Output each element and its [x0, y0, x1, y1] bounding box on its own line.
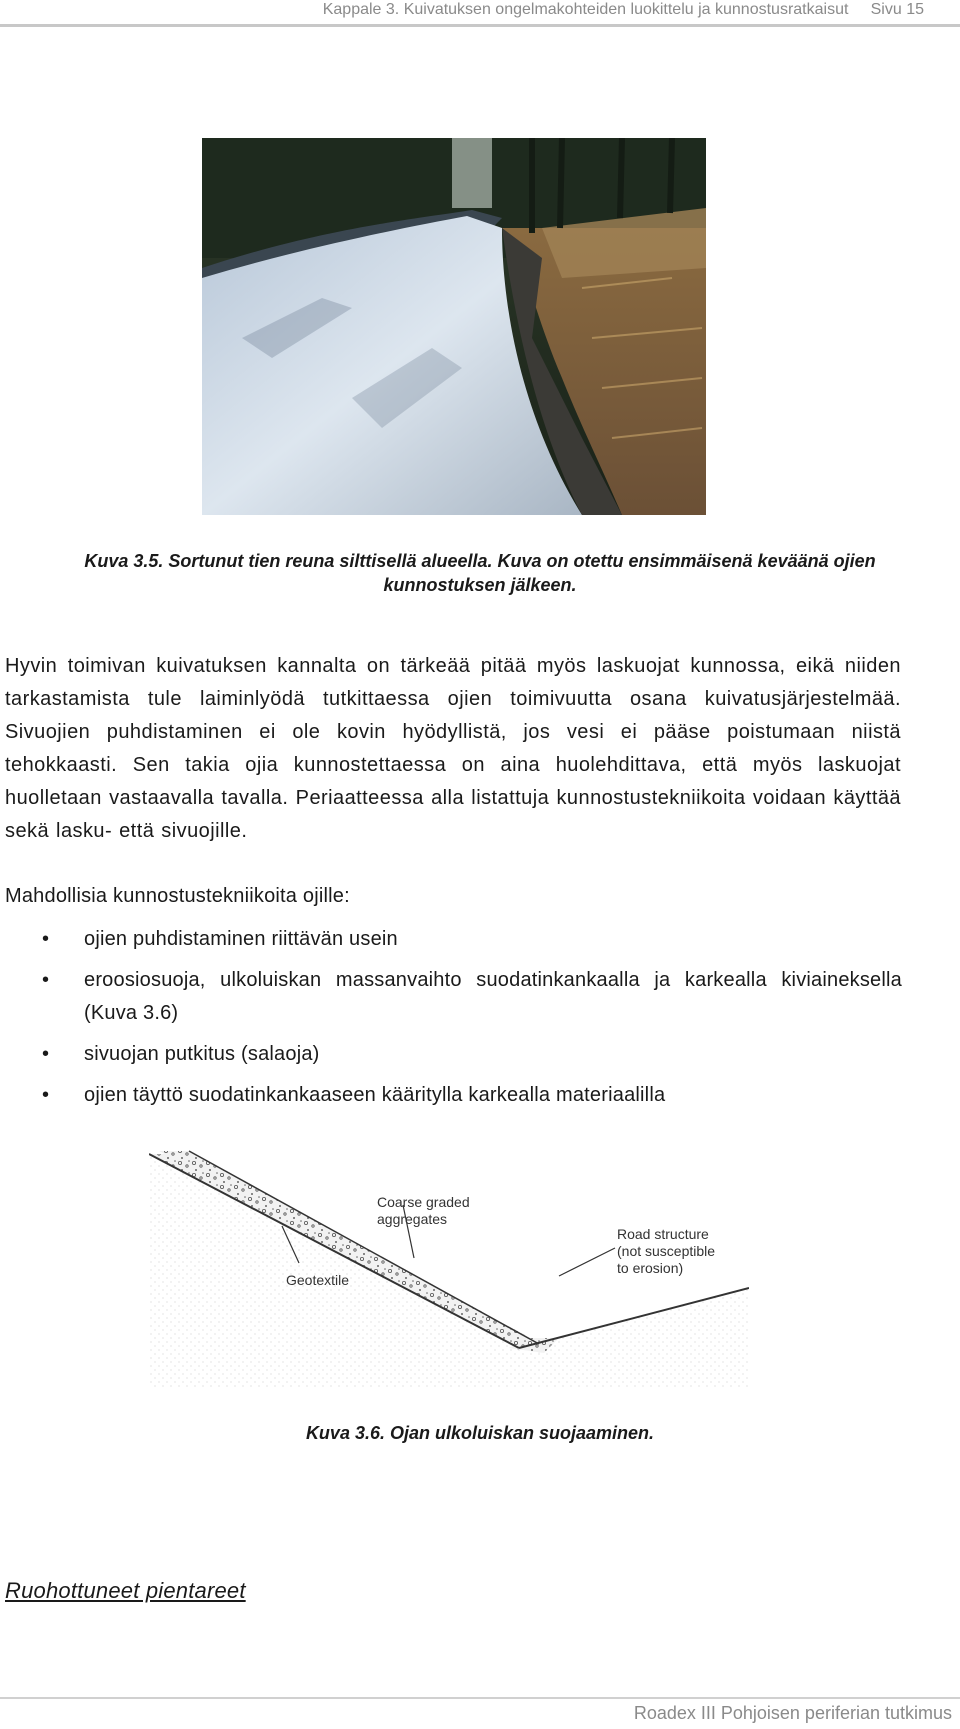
page-header: [0, 0, 960, 27]
footer-text: Roadex III Pohjoisen periferian tutkimus: [633, 1703, 952, 1723]
body-paragraph: Hyvin toimivan kuivatuksen kannalta on tärkeää pitää myös laskuojat kunnossa, eikä niiden tarkastamista tule laiminlyödä tutkittaessa ojien toimivuutta osana kuivatusjärjestelmää. Sivuojien puhdistaminen ei ole kovin hyödyllistä, jos vesi ei pääse poistumaan niistä tehokkaasti. Sen takia ojia kunnostettaessa on aina huolehdittava, että myös laskuojat huolletaan vastaavalla tavalla. Periaatteessa alla listattuja kunnostustekniikoita voidaan käyttää sekä lasku- että sivuojille.: [5, 655, 901, 842]
bullet-icon: •: [42, 1084, 50, 1106]
list-item: [0, 964, 902, 1030]
header-text: Kappale 3. Kuivatuksen ongelmakohteiden luokittelu ja kunnostusratkaisut Sivu 15: [322, 1, 924, 18]
list-item-text: ojien puhdistaminen riittävän usein: [84, 928, 398, 950]
caption-line-1: Kuva 3.5. Sortunut tien reuna silttisellä alueella. Kuva on otettu ensimmäisenä keväänä ojien: [84, 551, 876, 571]
list-item: [0, 1079, 902, 1112]
section-heading: Ruohottuneet pientareet: [5, 1578, 246, 1603]
ditch-protection-diagram: [149, 1148, 749, 1388]
list-item-text: eroosiosuoja, ulkoluiskan massanvaihto suodatinkankaalla ja karkealla kiviaineksella (Kuva 3.6): [84, 969, 902, 1024]
bullet-icon: •: [42, 1043, 50, 1065]
footer-divider: [0, 1697, 960, 1699]
figure-3-5-caption: [0, 549, 960, 597]
label-road-1: Road structure: [617, 1226, 709, 1242]
caption-line-2: kunnostuksen jälkeen.: [383, 575, 577, 595]
techniques-intro: Mahdollisia kunnostustekniikoita ojille:: [5, 885, 350, 907]
label-aggregates-2: aggregates: [377, 1211, 448, 1227]
list-item: [0, 1038, 902, 1071]
list-item-text: sivuojan putkitus (salaoja): [84, 1043, 320, 1065]
techniques-list: [0, 923, 902, 1120]
label-road-2: (not susceptible: [617, 1243, 716, 1259]
list-item-text: ojien täyttö suodatinkankaaseen kääritylla karkealla materiaalilla: [84, 1084, 666, 1106]
label-road-3: to erosion): [617, 1260, 684, 1276]
list-item: [0, 923, 902, 956]
bullet-icon: •: [42, 969, 50, 991]
figure-3-6-caption: Kuva 3.6. Ojan ulkoluiskan suojaaminen.: [305, 1423, 655, 1443]
road-edge-photo: [202, 138, 706, 515]
label-aggregates-1: Coarse graded: [377, 1194, 470, 1210]
bullet-icon: •: [42, 928, 50, 950]
label-geotextile: Geotextile: [286, 1272, 350, 1288]
